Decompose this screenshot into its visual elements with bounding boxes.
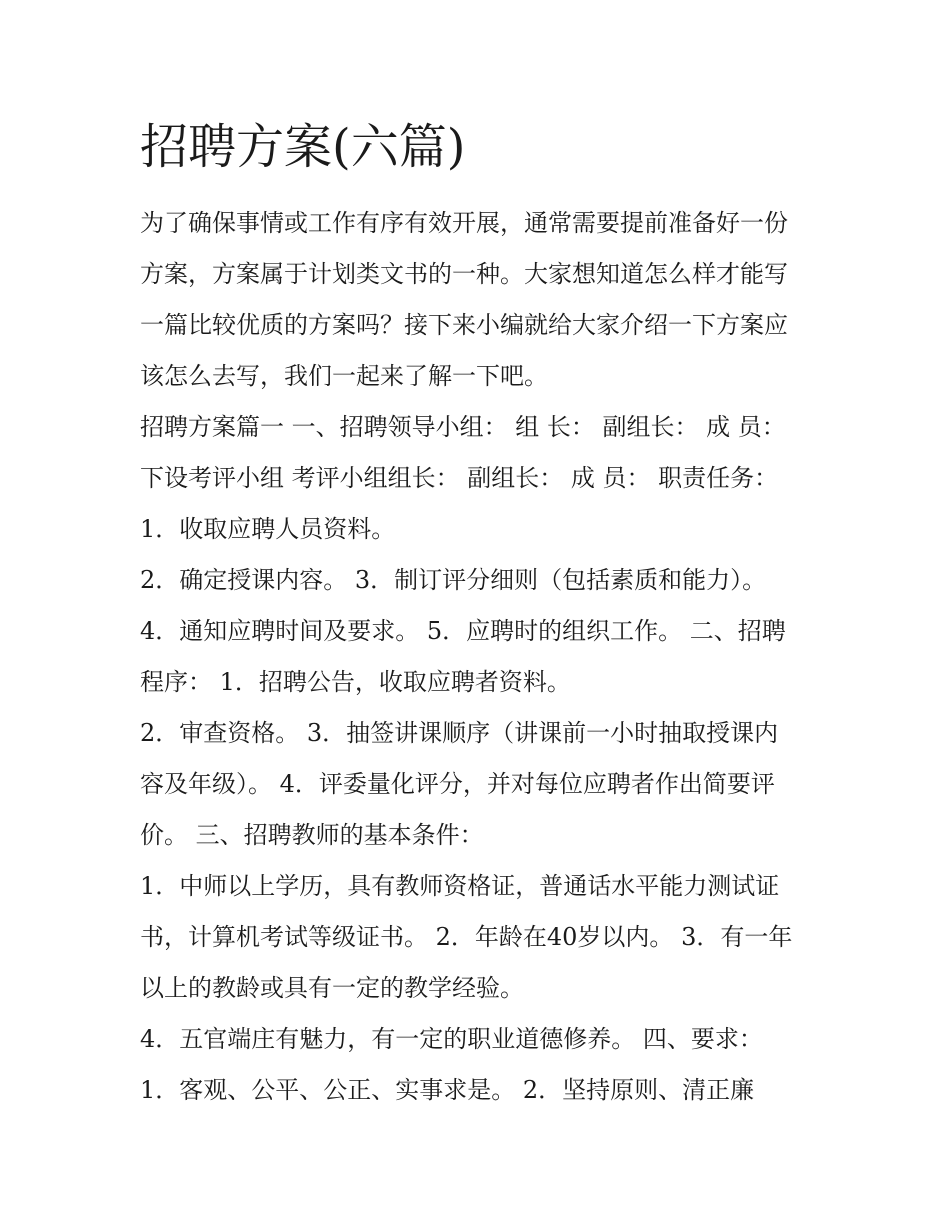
body-line: 1．收取应聘人员资料。 bbox=[140, 515, 396, 543]
document-title: 招聘方案(六篇) bbox=[140, 119, 466, 175]
body-line: 方案，方案属于计划类文书的一种。大家想知道怎么样才能写 bbox=[140, 260, 788, 288]
body-line: 2．审查资格。 3．抽签讲课顺序（讲课前一小时抽取授课内 bbox=[140, 719, 779, 747]
body-line: 为了确保事情或工作有序有效开展，通常需要提前准备好一份 bbox=[140, 209, 788, 237]
body-line: 程序： 1．招聘公告，收取应聘者资料。 bbox=[140, 668, 571, 696]
body-line: 该怎么去写，我们一起来了解一下吧。 bbox=[140, 362, 548, 390]
body-line: 4．五官端庄有魅力，有一定的职业道德修养。 四、要求： bbox=[140, 1025, 763, 1053]
body-line: 1．中师以上学历，具有教师资格证，普通话水平能力测试证 bbox=[140, 872, 780, 900]
body-line: 价。 三、招聘教师的基本条件： bbox=[140, 821, 484, 849]
body-line: 4．通知应聘时间及要求。 5．应聘时的组织工作。 二、招聘 bbox=[140, 617, 786, 645]
body-line: 书，计算机考试等级证书。 2．年龄在40岁以内。 3．有一年 bbox=[140, 923, 793, 951]
body-line: 一篇比较优质的方案吗？接下来小编就给大家介绍一下方案应 bbox=[140, 311, 788, 339]
document-body bbox=[140, 203, 820, 1121]
body-line: 容及年级）。 4．评委量化评分，并对每位应聘者作出简要评 bbox=[140, 770, 775, 798]
body-line: 以上的教龄或具有一定的教学经验。 bbox=[140, 974, 524, 1002]
body-line: 招聘方案篇一 一、招聘领导小组： 组 长： 副组长： 成 员： bbox=[140, 413, 786, 441]
body-line: 1．客观、公平、公正、实事求是。 2．坚持原则、清正廉 bbox=[140, 1076, 755, 1104]
body-line: 下设考评小组 考评小组组长： 副组长： 成 员： 职责任务： bbox=[140, 464, 779, 492]
body-line: 2．确定授课内容。 3．制订评分细则（包括素质和能力）。 bbox=[140, 566, 767, 594]
